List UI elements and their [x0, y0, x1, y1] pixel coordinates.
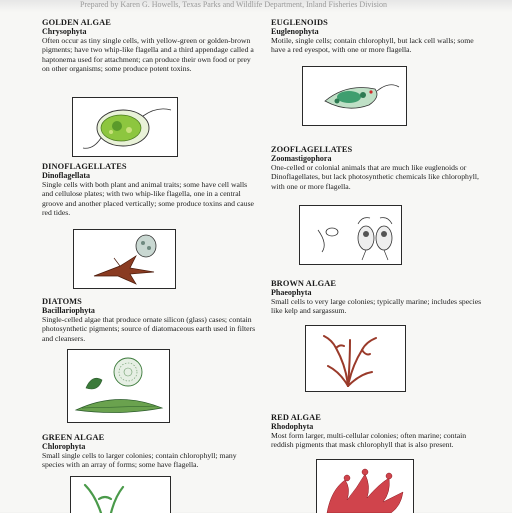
entry-description: Small cells to very large colonies; typically marine; includes species like kelp and sargassum. [271, 297, 482, 316]
entry-subtitle: Zoomastigophora [271, 154, 332, 163]
entry-subtitle: Phaeophyta [271, 288, 312, 297]
entry-description: Small single cells to larger colonies; contain chlorophyll; many species with an array of forms; some have flagella. [42, 451, 237, 470]
dinoflagellates-illustration [73, 229, 176, 289]
golden-algae-cell-icon [73, 98, 177, 156]
entry-title: ZOOFLAGELLATES [271, 145, 353, 154]
entry-title: DIATOMS [42, 297, 82, 306]
entry-red-algae [271, 413, 489, 450]
entry-description: Motile, single cells; contain chlorophyll, but lack cell walls; some have a red eyespot, with one or more flagella. [271, 36, 474, 55]
entry-subtitle: Rhodophyta [271, 422, 314, 431]
euglena-cell-icon [303, 67, 406, 125]
entry-subtitle: Chrysophyta [42, 27, 87, 36]
entry-zooflagellates [271, 145, 489, 191]
euglenoids-illustration [302, 66, 407, 126]
entry-title: EUGLENOIDS [271, 18, 328, 27]
entry-title: RED ALGAE [271, 413, 321, 422]
entry-title: DINOFLAGELLATES [42, 162, 127, 171]
entry-euglenoids [271, 18, 489, 55]
green-algae-icon [71, 477, 170, 513]
red-algae-icon [317, 460, 413, 513]
brown-algae-illustration [305, 325, 406, 392]
entry-description: Single-celled algae that produce ornate silicon (glass) cases; contain photosynthetic pigments; source of diatomaceous earth used in filters and cleansers. [42, 315, 256, 343]
dinoflagellate-cells-icon [74, 230, 175, 288]
brown-algae-icon [306, 326, 405, 391]
golden-algae-illustration [72, 97, 178, 157]
zooflagellate-cells-icon [300, 206, 401, 264]
entry-golden-algae [42, 18, 260, 73]
entry-brown-algae [271, 279, 489, 316]
entry-subtitle: Bacillariophyta [42, 306, 95, 315]
diatoms-illustration [67, 349, 170, 423]
diatoms-icon [68, 350, 169, 422]
entry-green-algae [42, 433, 260, 470]
entry-title: GREEN ALGAE [42, 433, 105, 442]
entry-description: Single cells with both plant and animal traits; some have cell walls and cellulose plates; with two whip-like flagella, one in a central groove and another placed vertically; some produce toxins and cause red tides. [42, 180, 254, 217]
entry-subtitle: Chlorophyta [42, 442, 86, 451]
entry-description: One-celled or colonial animals that are much like euglenoids or Dinoflagellates, but lack photosynthetic chemicals like chlorophyll, with one or more flagella. [271, 163, 479, 191]
entry-diatoms [42, 297, 260, 343]
entry-dinoflagellates [42, 162, 260, 217]
red-algae-illustration [316, 459, 414, 513]
entry-description: Often occur as tiny single cells, with yellow-green or golden-brown pigments; have two whip-like flagella and a third appendage called a haptonema used for attachment; can produce their own food or prey on other organisms; some produce potent toxins. [42, 36, 254, 73]
entry-title: BROWN ALGAE [271, 279, 337, 288]
entry-title: GOLDEN ALGAE [42, 18, 111, 27]
zooflagellates-illustration [299, 205, 402, 265]
entry-subtitle: Euglenophyta [271, 27, 319, 36]
entry-description: Most form larger, multi-cellular colonies; often marine; contain reddish pigments that mask chlorophyll that is also present. [271, 431, 467, 450]
document-credit: Prepared by Karen G. Howells, Texas Parks and Wildlife Department, Inland Fisheries Division [80, 0, 387, 9]
green-algae-illustration [70, 476, 171, 513]
entry-subtitle: Dinoflagellata [42, 171, 90, 180]
